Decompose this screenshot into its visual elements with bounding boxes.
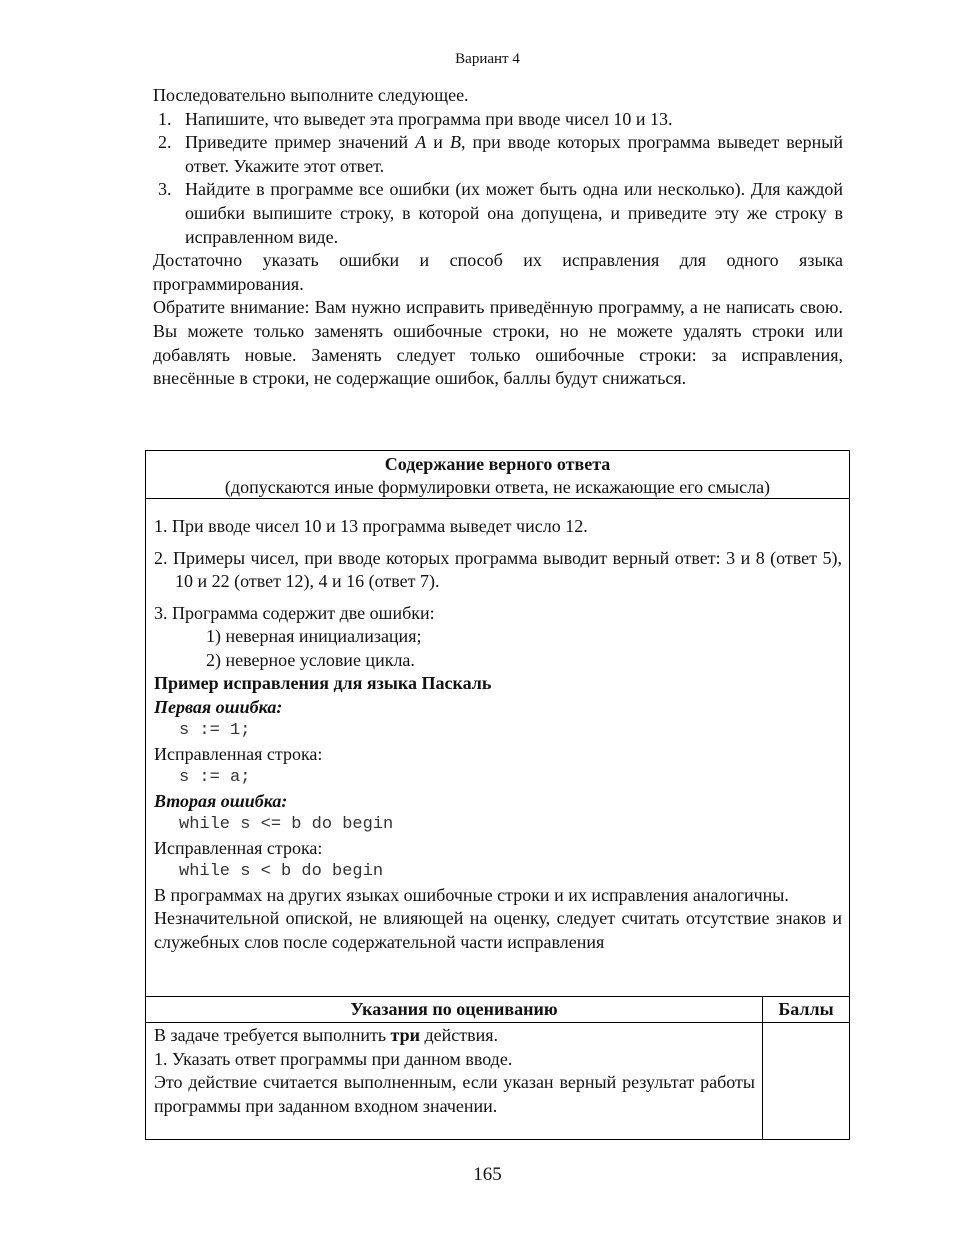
task-text-part: Приведите пример значений bbox=[185, 132, 416, 153]
task-item-2 bbox=[153, 131, 843, 178]
code-line-error-1: s := 1; bbox=[179, 721, 251, 740]
grading-text-part: действия. bbox=[420, 1025, 499, 1045]
language-note: Достаточно указать ошибки и способ их исправления для одного языка программирования. bbox=[153, 250, 843, 294]
grading-text-part: В задаче требуется выполнить bbox=[154, 1025, 391, 1045]
answer-item-3: 3. Программа содержит две ошибки: bbox=[154, 602, 435, 623]
grading-body bbox=[146, 1023, 762, 1118]
attention-note: Обратите внимание: Вам нужно исправить приведённую программу, а не написать свою. Вы можете только заменять ошибочные строки, но не можете удалять строки или добавлять новые. Заменять следует только ошибочные строки: за исправления, внесённые в строки, не содержащие ошибок, баллы будут снижаться. bbox=[153, 297, 843, 389]
grading-emphasis: три bbox=[390, 1025, 420, 1045]
answer-content bbox=[146, 499, 849, 997]
answer-item-1: 1. При вводе чисел 10 и 13 программа выведет число 12. bbox=[154, 516, 588, 536]
page-number: 165 bbox=[473, 1164, 502, 1185]
task-number: 3. bbox=[158, 179, 172, 200]
error-2-description: 2) неверное условие цикла. bbox=[206, 649, 415, 670]
task-instructions bbox=[153, 84, 843, 391]
variable-a: A bbox=[415, 132, 427, 153]
points-header: Баллы bbox=[763, 997, 849, 1023]
first-error-label: Первая ошибка: bbox=[154, 696, 283, 717]
grading-instructions-column bbox=[146, 997, 763, 1139]
code-line-error-2: while s <= b do begin bbox=[179, 815, 394, 834]
typo-note: Незначительной опиской, не влияющей на оценку, следует считать отсутствие знаков и служебных слов после содержательной части исправления bbox=[154, 908, 842, 952]
fixed-line-label-1: Исправленная строка: bbox=[154, 743, 323, 764]
task-item-1 bbox=[153, 108, 843, 132]
task-number: 2. bbox=[158, 132, 172, 153]
error-1-description: 1) неверная инициализация; bbox=[206, 626, 422, 646]
points-column bbox=[763, 997, 849, 1139]
task-number: 1. bbox=[158, 108, 172, 129]
code-line-fixed-1: s := a; bbox=[179, 768, 251, 787]
grading-line-1 bbox=[154, 1024, 755, 1048]
task-text-part: , при вводе которых программа выведет верный ответ. Укажите этот ответ. bbox=[185, 132, 843, 176]
task-text bbox=[185, 131, 843, 178]
task-text-part: и bbox=[426, 132, 450, 153]
other-languages-note: В программах на других языках ошибочные строки и их исправления аналогичны. bbox=[154, 884, 789, 905]
example-title: Пример исправления для языка Паскаль bbox=[154, 673, 492, 693]
task-text: Найдите в программе все ошибки (их может быть одна или несколько). Для каждой ошибки выпишите строку, в которой она допущена, и приведите эту же строку в исправленном виде. bbox=[185, 179, 843, 247]
instructions-lead: Последовательно выполните следующее. bbox=[153, 85, 469, 105]
fixed-line-label-2: Исправленная строка: bbox=[154, 837, 323, 858]
answer-header bbox=[146, 451, 849, 499]
grading-header: Указания по оцениванию bbox=[146, 997, 762, 1023]
grading-section bbox=[146, 997, 849, 1139]
variable-b: B bbox=[449, 132, 461, 153]
code-line-fixed-2: while s < b do begin bbox=[179, 862, 384, 881]
answer-item-2: 2. Примеры чисел, при вводе которых программа выводит верный ответ: 3 и 8 (ответ 5), 10 и 22 (ответ 12), 4 и 16 (ответ 7). bbox=[154, 547, 842, 591]
grading-line-3: Это действие считается выполненным, если указан верный результат работы программы при заданном входном значении. bbox=[154, 1072, 755, 1116]
answer-title: Содержание верного ответа bbox=[384, 454, 611, 474]
task-text: Напишите, что выведет эта программа при вводе чисел 10 и 13. bbox=[185, 108, 673, 129]
task-list bbox=[153, 108, 843, 250]
answer-table bbox=[145, 450, 850, 1140]
grading-line-2: 1. Указать ответ программы при данном вводе. bbox=[154, 1048, 513, 1069]
second-error-label: Вторая ошибка: bbox=[154, 790, 288, 811]
page-header: Вариант 4 bbox=[455, 51, 520, 67]
task-item-3 bbox=[153, 178, 843, 249]
answer-subtitle: (допускаются иные формулировки ответа, не искажающие его смысла) bbox=[224, 477, 771, 497]
